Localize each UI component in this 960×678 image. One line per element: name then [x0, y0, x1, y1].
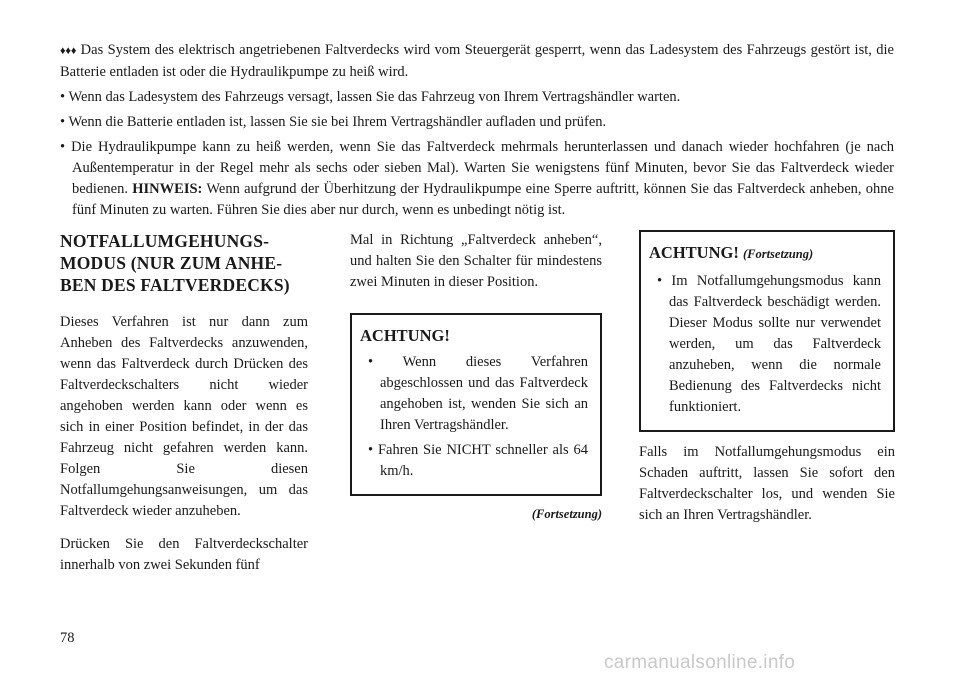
intro-lead: Das System des elektrisch angetriebenen Faltverdecks wird vom Steuergerät gesperrt, wenn das Ladesystem des Fahrzeugs gestört ist, die Batterie entladen ist oder die Hydraulikpumpe zu heiß wird. [60, 42, 894, 80]
heading-line-3: BEN DES FALTVERDECKS) [60, 275, 290, 295]
closing-paragraph: Falls im Notfallumgehungsmodus ein Schaden auftritt, lassen Sie sofort den Faltverdeckschalter los, und wenden Sie sich an Ihren Vertragshändler. [639, 444, 895, 523]
warning-title: ACHTUNG! [360, 326, 450, 345]
warning-title-continued [649, 242, 881, 265]
note-text: Wenn aufgrund der Überhitzung der Hydraulikpumpe eine Sperre auftritt, können Sie das Faltverdeck anheben, ohne fünf Minuten zu warten. Führen Sie dies aber nur durch, wenn es unbedingt nötig ist. [72, 181, 894, 218]
note-label: HINWEIS: [132, 181, 203, 197]
intro-block [60, 40, 894, 225]
column-right [639, 230, 895, 526]
warning-item-damage: • Im Notfallumgehungsmodus kann das Faltverdeck beschädigt werden. Dieser Modus sollte nur verwendet werden, um das Faltverdeck anzuheben, wenn die normale Bedienung des Faltverdecks nicht funktioniert. [649, 271, 881, 418]
warning-box [350, 313, 602, 496]
instruction-continued: Mal in Richtung „Faltverdeck anheben“, und halten Sie den Schalter für mindestens zwei Minuten in dieser Position. [350, 232, 602, 290]
watermark: carmanualsonline.info [604, 652, 796, 673]
continued-label: (Fortsetzung) [531, 507, 602, 521]
heading-line-1: NOTFALLUMGEHUNGS- [60, 231, 270, 251]
page-number: 78 [60, 630, 75, 646]
warning2-title-text: ACHTUNG! [649, 243, 739, 262]
section-heading [60, 230, 308, 296]
intro-bullet-pump [60, 137, 894, 221]
instruction-paragraph: Drücken Sie den Faltverdeckschalter innerhalb von zwei Sekunden fünf [60, 536, 308, 573]
warning-box-continued [639, 230, 895, 432]
column-left [60, 230, 308, 588]
warning-item-dealer: • Wenn dieses Verfahren abgeschlossen und das Faltverdeck angehoben ist, wenden Sie sich an Ihren Vertragshändler. [360, 352, 588, 436]
procedure-paragraph: Dieses Verfahren ist nur dann zum Anheben des Faltverdecks anzuwenden, wenn das Faltverdeck durch Drücken des Faltverdeckschalters nicht wieder angehoben werden kann oder wenn es sich in einer Position befindet, in der das Fahrzeug nicht gefahren werden kann. Folgen Sie diesen Notfallumgehungsanweisungen, um das Faltverdeck wieder anzuheben. [60, 314, 308, 519]
warning-marks: ♦♦♦ [60, 45, 77, 57]
warning-item-speed: • Fahren Sie NICHT schneller als 64 km/h. [360, 440, 588, 482]
column-middle [350, 230, 602, 525]
intro-bullet-charging: • Wenn das Ladesystem des Fahrzeugs versagt, lassen Sie das Fahrzeug von Ihrem Vertragshändler warten. [60, 87, 894, 108]
pump-text: Die Hydraulikpumpe kann zu heiß werden, wenn Sie das Faltverdeck mehrmals herunterlassen und danach wieder hochfahren (je nach Außentemperatur in der Regel mehr als sechs oder sieben Mal). Warten Sie wenigstens fünf Minuten, bevor Sie das Faltverdeck wieder bedienen. [71, 139, 895, 197]
warning2-title-suffix: (Fortsetzung) [742, 247, 814, 261]
intro-bullet-battery: • Wenn die Batterie entladen ist, lassen Sie sie bei Ihrem Vertragshändler aufladen und prüfen. [60, 112, 894, 133]
heading-line-2: MODUS (NUR ZUM ANHE- [60, 253, 283, 273]
intro-paragraph [60, 40, 894, 83]
